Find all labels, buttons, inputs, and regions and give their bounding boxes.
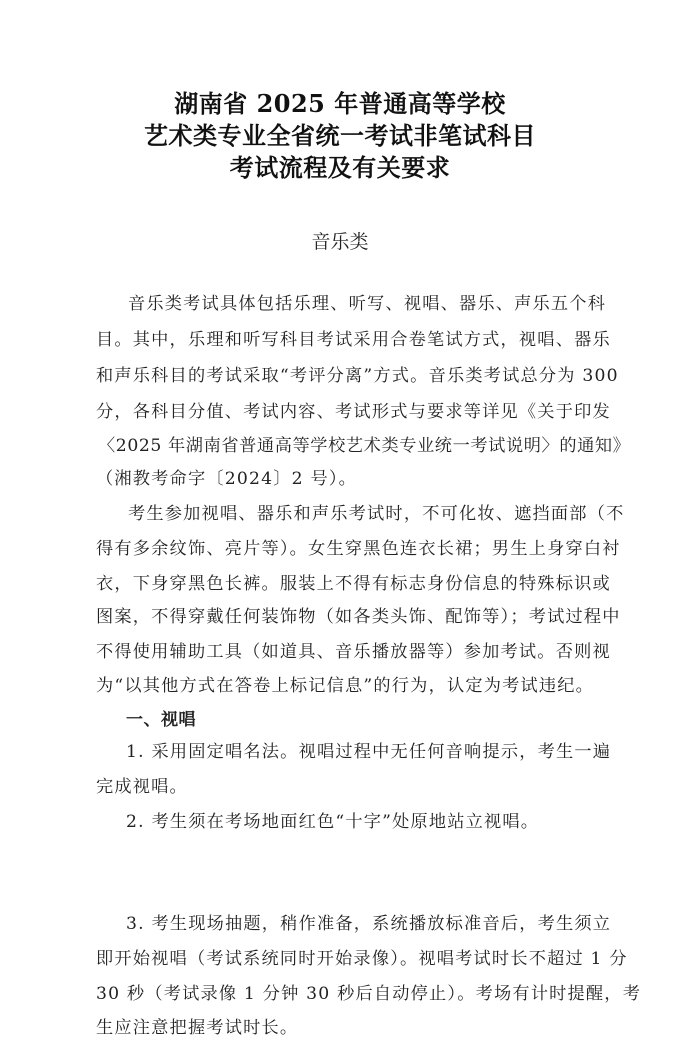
text-line: （湘教考命字〔2024〕2 号）。 xyxy=(96,469,358,489)
text-line: 1. 采用固定唱名法。视唱过程中无任何音响提示，考生一遍 xyxy=(126,742,612,762)
text-line: 为“以其他方式在答卷上标记信息”的行为，认定为考试违纪。 xyxy=(96,676,595,696)
document-title-line-2: 艺术类专业全省统一考试非笔试科目 xyxy=(144,121,536,150)
text-line: 衣，下身穿黑色长裤。服装上不得有标志身份信息的特殊标识或 xyxy=(96,574,611,594)
text-line: 〈2025 年湖南省普通高等学校艺术类专业统一考试说明〉的通知》 xyxy=(98,436,631,456)
text-line: 目。其中，乐理和听写科目考试采用合卷笔试方式，视唱、器乐 xyxy=(96,330,611,350)
text-line: 音乐类考试具体包括乐理、听写、视唱、器乐、声乐五个科 xyxy=(128,294,607,314)
category-heading: 音乐类 xyxy=(311,231,369,253)
text-line: 生应注意把握考试时长。 xyxy=(96,1018,299,1038)
document-title-line-1: 湖南省 2025 年普通高等学校 xyxy=(174,89,506,118)
section-heading-sight-singing: 一、视唱 xyxy=(126,710,196,730)
text-line: 考生参加视唱、器乐和声乐考试时，不可化妆、遮挡面部（不 xyxy=(128,504,625,524)
document-title-line-3: 考试流程及有关要求 xyxy=(229,153,451,182)
text-line: 和声乐科目的考试采取“考评分离”方式。音乐类考试总分为 300 xyxy=(96,366,619,386)
text-line: 不得使用辅助工具（如道具、音乐播放器等）参加考试。否则视 xyxy=(96,642,611,662)
text-line: 2. 考生须在考场地面红色“十字”处原地站立视唱。 xyxy=(126,812,540,832)
text-line: 得有多余纹饰、亮片等）。女生穿黑色连衣长裙；男生上身穿白衬 xyxy=(96,539,621,559)
text-line: 30 秒（考试录像 1 分钟 30 秒后自动停止）。考场有计时提醒，考 xyxy=(96,984,642,1004)
text-line: 即开始视唱（考试系统同时开始录像）。视唱考试时长不超过 1 分 xyxy=(96,949,628,969)
text-line: 分，各科目分值、考试内容、考试形式与要求等详见《关于印发 xyxy=(96,402,611,422)
text-line: 3. 考生现场抽题，稍作准备，系统播放标准音后，考生须立 xyxy=(126,914,612,934)
text-line: 图案，不得穿戴任何装饰物（如各类头饰、配饰等）；考试过程中 xyxy=(96,607,621,627)
text-line: 完成视唱。 xyxy=(96,777,188,797)
